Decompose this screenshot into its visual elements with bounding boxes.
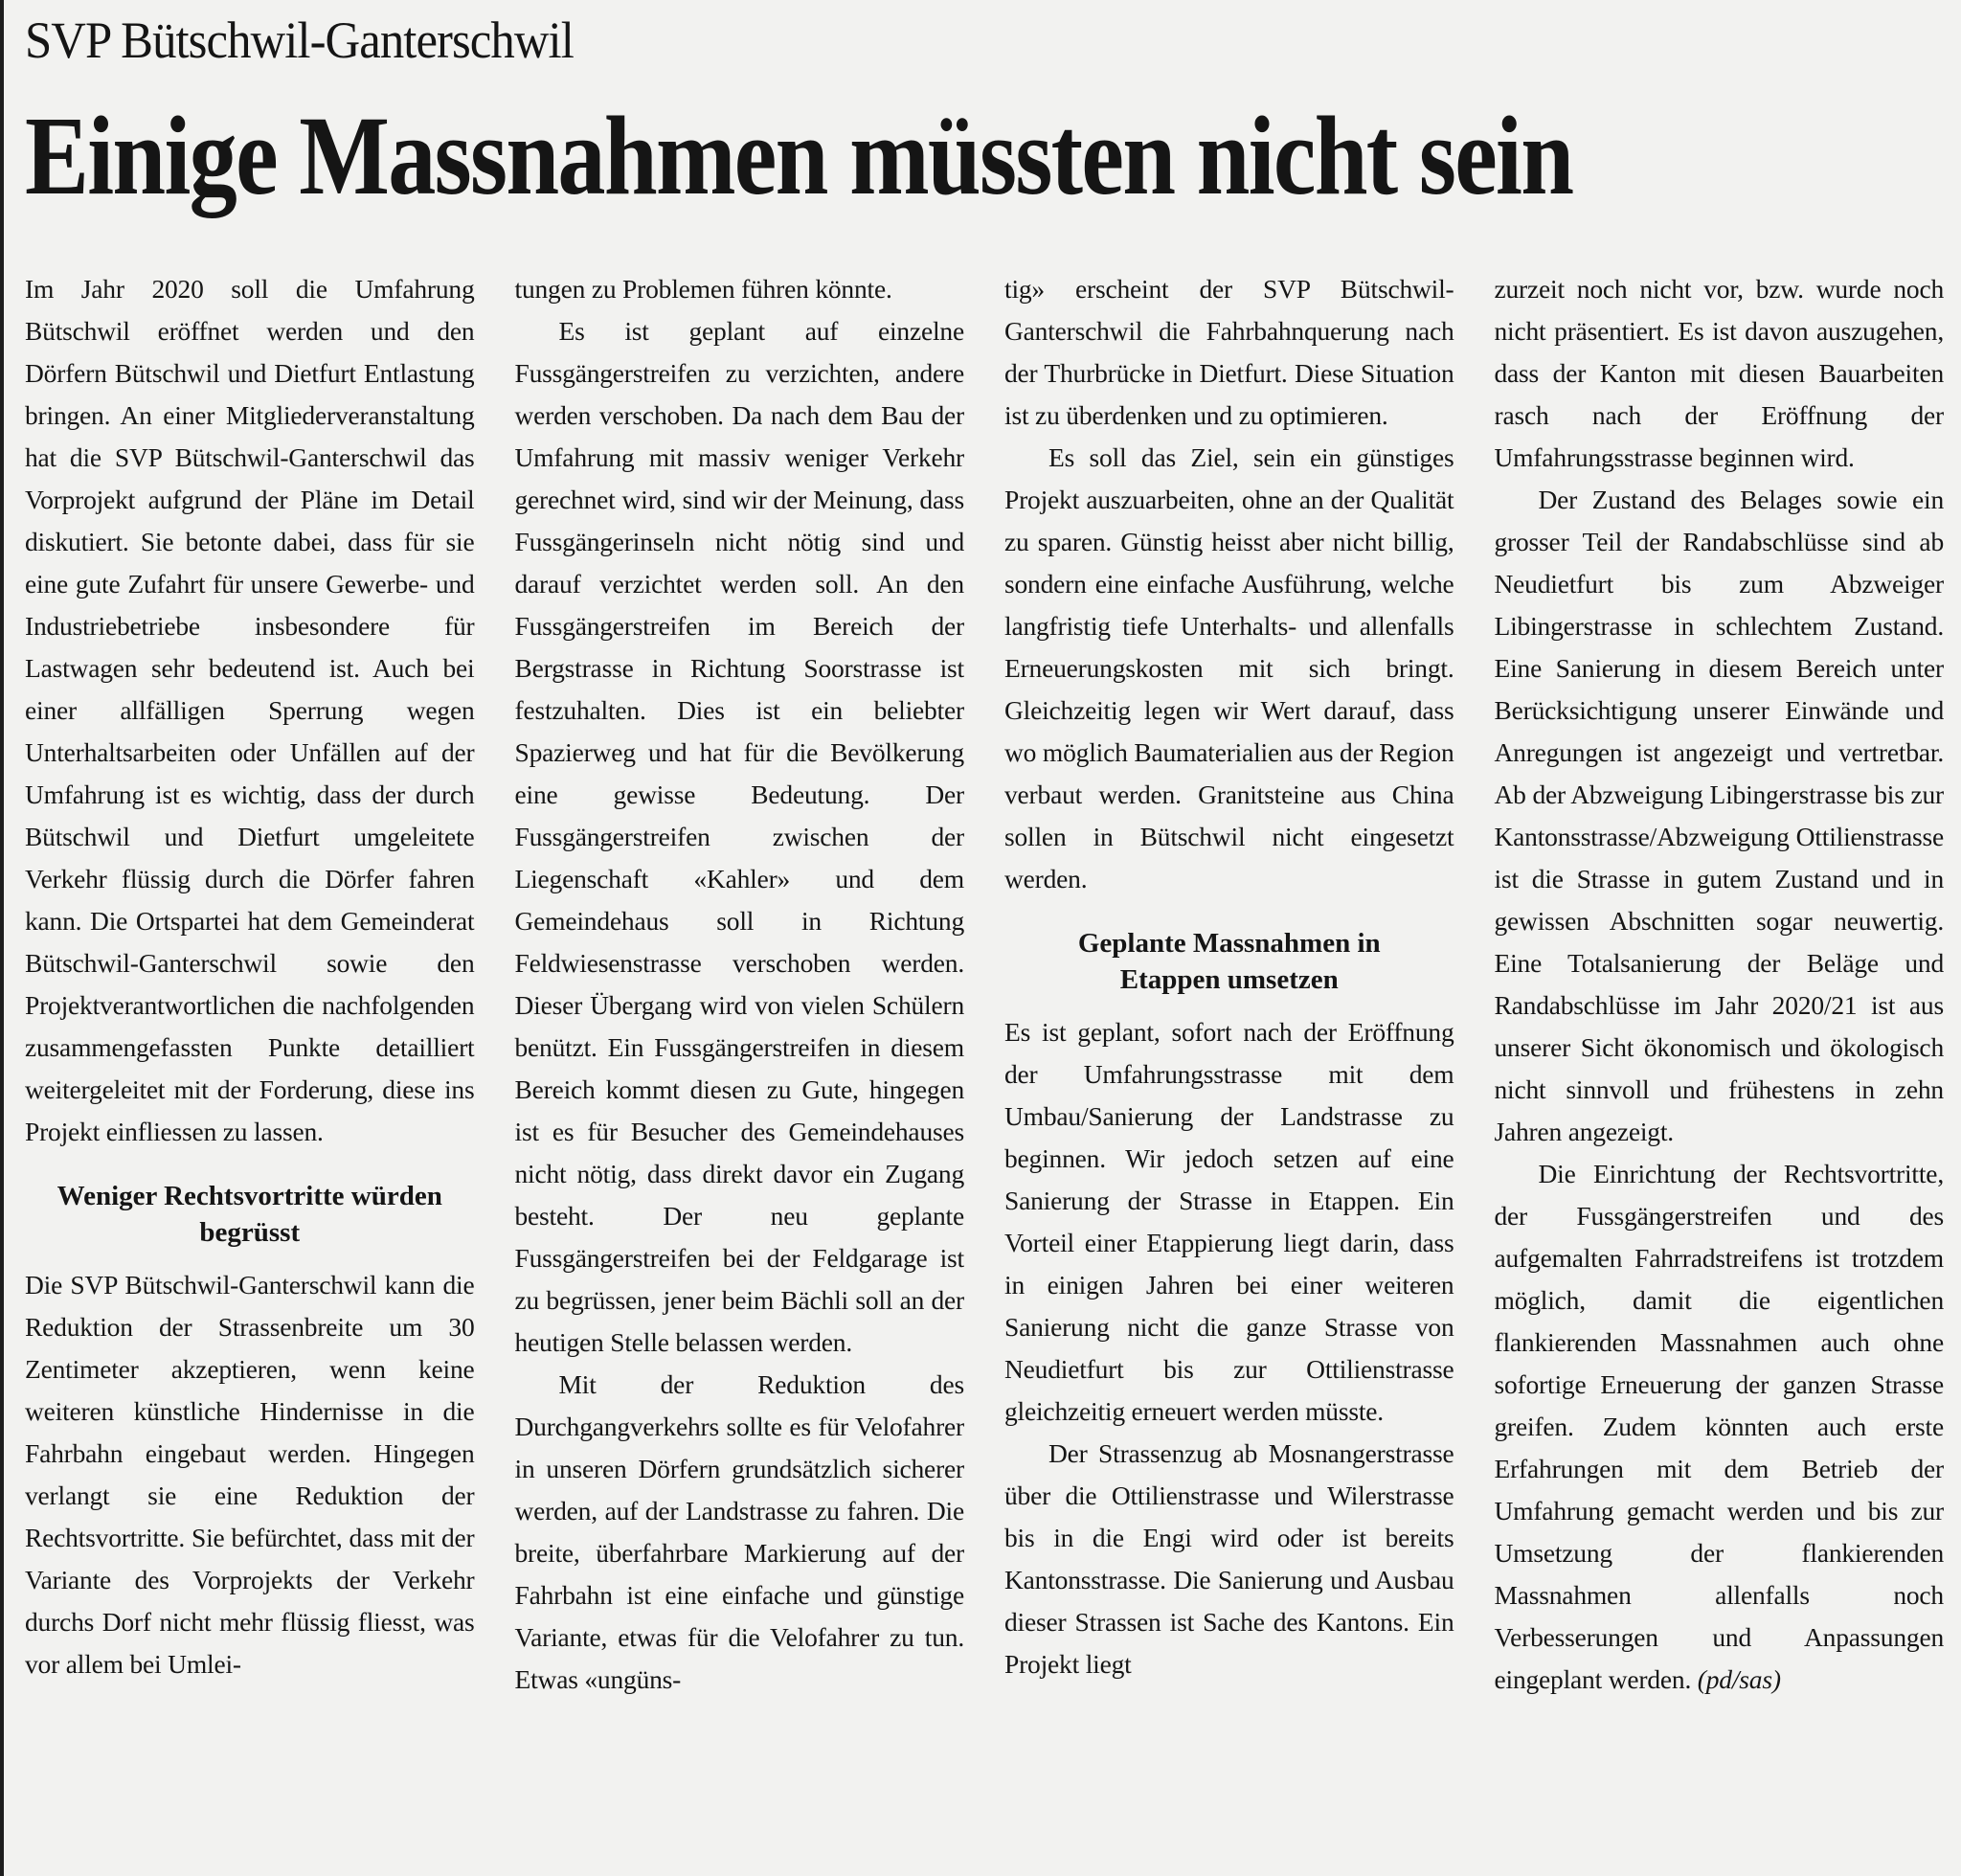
column-4 [1495,268,1945,1701]
headline: Einige Massnahmen müssten nicht sein [25,93,1573,218]
body-paragraph: Es ist geplant auf einzelne Fussgängerstreifen zu verzichten, andere werden verschoben. Da nach dem Bau der Umfahrung mit massiv weniger Verkehr gerechnet wird, sind wir der Meinung, dass Fussgängerinseln nicht nötig sind und darauf verzichtet werden soll. An den Fussgängerstreifen im Bereich der Bergstrasse in Richtung Soorstrasse ist festzuhalten. Dies ist ein beliebter Spazierweg und hat für die Bevölkerung eine gewisse Bedeutung. Der Fussgängerstreifen zwischen der Liegenschaft «Kahler» und dem Gemeindehaus soll in Richtung Feldwiesenstrasse verschoben werden. Dieser Übergang wird von vielen Schülern benützt. Ein Fussgängerstreifen in diesem Bereich kommt diesen zu Gute, hingegen ist es für Besucher des Gemeindehauses nicht nötig, dass direkt davor ein Zugang besteht. Der neu geplante Fussgängerstreifen bei der Feldgarage ist zu begrüssen, jener beim Bächli soll an der heutigen Stelle belassen werden. [514,316,964,1357]
column-3 [1004,268,1454,1701]
body-paragraph [1495,1153,1945,1701]
body-paragraph-text: Die Einrichtung der Rechtsvortritte, der Fussgängerstreifen und des aufgemalten Fahrradstreifens ist trotzdem möglich, damit die eigentlichen flankierenden Massnahmen auch ohne sofortige Erneuerung der ganzen Strasse greifen. Zudem könnten auch erste Erfahrungen mit dem Betrieb der Umfahrung gemacht werden und bis zur Umsetzung der flankierenden Massnahmen allenfalls noch Verbesserungen und Anpassungen eingeplant werden. [1494,1159,1944,1694]
body-paragraph: Es soll das Ziel, sein ein günstiges Projekt auszuarbeiten, ohne an der Qualität zu sparen. Günstig heisst aber nicht billig, sondern eine einfache Ausführung, welche langfristig tiefe Unterhalts- und allenfalls Erneuerungskosten mit sich bringt. Gleichzeitig legen wir Wert darauf, dass wo möglich Baumaterialien aus der Region verbaut werden. Granitsteine aus China sollen in Bütschwil nicht eingesetzt werden. [1004,442,1454,893]
article-columns [25,268,1944,1701]
kicker: SVP Bütschwil-Ganterschwil [25,11,574,69]
subheading-geplante-massnahmen: Geplante Massnahmen in Etappen umsetzen [1077,928,1381,995]
body-paragraph: Der Zustand des Belages sowie ein grosser Teil der Randabschlüsse sind ab Neudietfurt bis zum Abzweiger Libingerstrasse in schlechtem Zustand. Eine Sanierung in diesem Bereich unter Berücksichtigung unserer Einwände und Anregungen ist angezeigt und vertretbar. Ab der Abzweigung Libingerstrasse bis zur Kantonsstrasse/Abzweigung Ottilienstrasse ist die Strasse in gutem Zustand und in gewissen Abschnitten sogar neuwertig. Eine Totalsanierung der Beläge und Randabschlüsse im Jahr 2020/21 ist aus unserer Sicht ökonomisch und ökologisch nicht sinnvoll und frühestens in zehn Jahren angezeigt. [1494,485,1944,1146]
body-paragraph: tig» erscheint der SVP Bütschwil-Ganterschwil die Fahrbahnquerung nach der Thurbrücke in Dietfurt. Diese Situation ist zu überdenken und zu optimieren. [1004,274,1454,430]
subheading-weniger-rechtsvortritte: Weniger Rechtsvortritte würden begrüsst [56,1181,442,1248]
body-paragraph: Mit der Reduktion des Durchgangverkehrs sollte es für Velofahrer in unseren Dörfern grundsätzlich sicherer werden, auf der Landstrasse zu fahren. Die breite, überfahrbare Markierung auf der Fahrbahn ist eine einfache und günstige Variante, etwas für die Velofahrer zu tun. Etwas «ungüns- [514,1369,964,1694]
column-2 [515,268,965,1701]
body-paragraph: tungen zu Problemen führen könnte. [514,274,892,304]
body-paragraph: Im Jahr 2020 soll die Umfahrung Bütschwil eröffnet werden und den Dörfern Bütschwil und Dietfurt Entlastung bringen. An einer Mitgliederveranstaltung hat die SVP Bütschwil-Ganterschwil das Vorprojekt aufgrund der Pläne im Detail diskutiert. Sie betonte dabei, dass für sie eine gute Zufahrt für unsere Gewerbe- und Industriebetriebe insbesondere für Lastwagen sehr bedeutend ist. Auch bei einer allfälligen Sperrung wegen Unterhaltsarbeiten oder Unfällen auf der Umfahrung ist es wichtig, dass der durch Bütschwil und Dietfurt umgeleitete Verkehr flüssig durch die Dörfer fahren kann. Die Ortspartei hat dem Gemeinderat Bütschwil-Ganterschwil sowie den Projektverantwortlichen die nachfolgenden zusammengefassten Punkte detailliert weitergeleitet mit der Forderung, diese ins Projekt einfliessen zu lassen. [25,274,475,1146]
body-paragraph: Die SVP Bütschwil-Ganterschwil kann die Reduktion der Strassenbreite um 30 Zentimeter akzeptieren, wenn keine weiteren künstliche Hindernisse in die Fahrbahn eingebaut werden. Hingegen verlangt sie eine Reduktion der Rechtsvortritte. Sie befürchtet, dass mit der Variante des Vorprojekts der Verkehr durchs Dorf nicht mehr flüssig fliesst, was vor allem bei Umlei- [25,1270,475,1679]
body-paragraph: Es ist geplant, sofort nach der Eröffnung der Umfahrungsstrasse mit dem Umbau/Sanierung der Landstrasse zu beginnen. Wir jedoch setzen auf eine Sanierung der Strasse in Etappen. Ein Vorteil einer Etappierung liegt darin, dass in einigen Jahren bei einer weiteren Sanierung nicht die ganze Strasse von Neudietfurt bis zur Ottilienstrasse gleichzeitig erneuert werden müsste. [1004,1017,1454,1426]
body-paragraph: Der Strassenzug ab Mosnangerstrasse über die Ottilienstrasse und Wilerstrasse bis in die Engi wird oder ist bereits Kantonsstrasse. Die Sanierung und Ausbau dieser Strassen ist Sache des Kantons. Ein Projekt liegt [1004,1438,1454,1679]
body-paragraph: zurzeit noch nicht vor, bzw. wurde noch nicht präsentiert. Es ist davon auszugehen, dass der Kanton mit diesen Bauarbeiten rasch nach der Eröffnung der Umfahrungsstrasse beginnen wird. [1494,274,1944,472]
author-signature: (pd/sas) [1697,1664,1781,1694]
column-1 [25,268,475,1701]
page-left-edge-rule [0,0,4,1876]
